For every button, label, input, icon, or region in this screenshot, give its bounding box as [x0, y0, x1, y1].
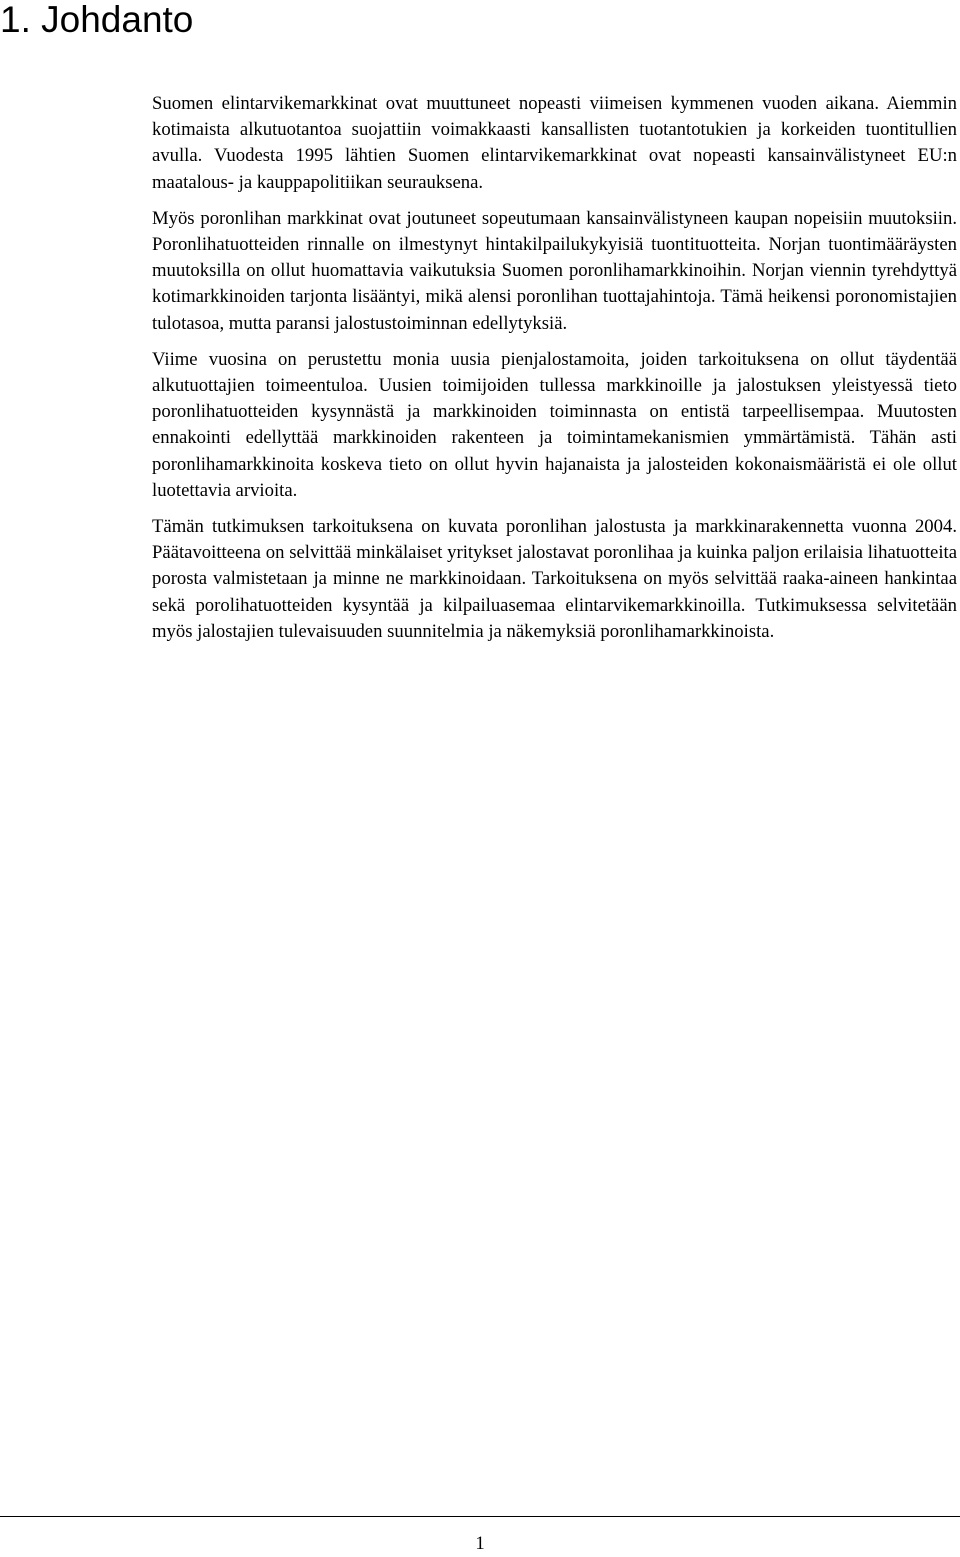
paragraph-market-changes: Suomen elintarvikemarkkinat ovat muuttuneet nopeasti viimeisen kymmenen vuoden aikana. Aiemmin kotimaista alkutuotantoa suojattiin voimakkaasti kansallisten tuotantotukien ja korkeiden tuontitullien avulla. Vuodesta 1995 lähtien Suomen elintarvikemarkkinat ovat nopeasti kansainvälistyneet EU:n maatalous- ja kauppapolitiikan seurauksena.: [152, 93, 957, 193]
footer-rule: [0, 1516, 960, 1517]
page-number: 1: [475, 1533, 485, 1554]
paragraph-study-purpose: Tämän tutkimuksen tarkoituksena on kuvata poronlihan jalostusta ja markkinarakennetta vuonna 2004. Päätavoitteena on selvittää minkälaiset yritykset jalostavat poronlihaa ja kuinka paljon erilaisia lihatuotteita porosta valmistetaan ja minne ne markkinoidaan. Tarkoituksena on myös selvittää raaka-aineen hankintaa sekä porolihatuotteiden kysyntää ja kilpailuasemaa elintarvikemarkkinoilla. Tutkimuksessa selvitetään myös jalostajien tulevaisuuden suunnitelmia ja näkemyksiä poronlihamarkkinoista.: [152, 516, 957, 642]
paragraph-reindeer-meat-market: Myös poronlihan markkinat ovat joutuneet sopeutumaan kansainvälistyneen kaupan nopeisiin muutoksiin. Poronlihatuotteiden rinnalle on ilmestynyt hintakilpailukykyisiä tuontituotteita. Norjan tuontimääräysten muutoksilla on ollut huomattavia vaikutuksia Suomen poronlihamarkkinoihin. Norjan viennin tyrehdyttyä kotimarkkinoiden tarjonta lisääntyi, mikä alensi poronlihan tuottajahintoja. Tämä heikensi poronomistajien tulotasoa, mutta paransi jalostustoiminnan edellytyksiä.: [152, 207, 957, 334]
paragraph-small-processors: Viime vuosina on perustettu monia uusia pienjalostamoita, joiden tarkoituksena on ollut täydentää alkutuottajien toimeentuloa. Uusien toimijoiden tullessa markkinoille ja jalostuksen yleistyessä tieto poronlihatuotteiden kysynnästä ja markkinoiden toiminnasta on entistä tarpeellisempaa. Muutosten ennakointi edellyttää markkinoiden rakenteen ja toimintamekanismien ymmärtämistä. Tähän asti poronlihamarkkinoita koskeva tieto on ollut hyvin hajanaista ja jalosteiden kokonaismääristä ei ole ollut luotettavia arvioita.: [152, 348, 957, 501]
body-text: [152, 91, 957, 655]
chapter-title: 1. Johdanto: [0, 0, 194, 40]
